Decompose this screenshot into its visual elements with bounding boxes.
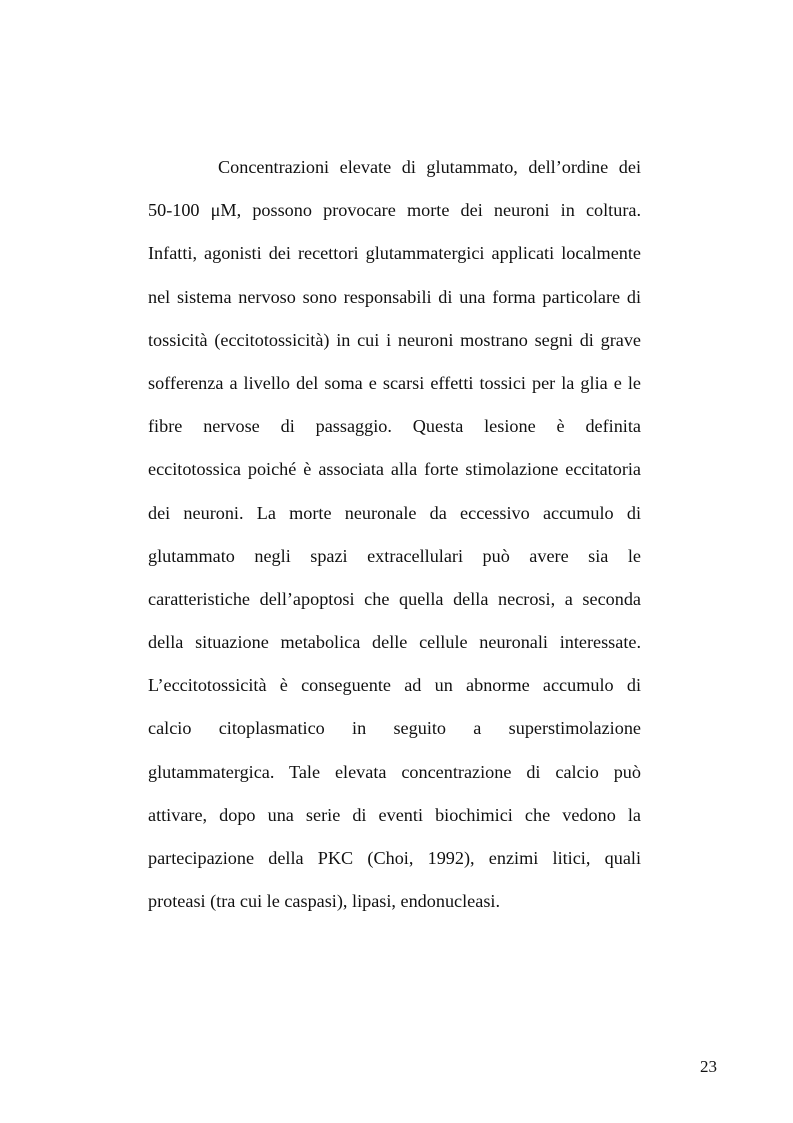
paragraph-line: partecipazione della PKC (Choi, 1992), enzimi litici, quali: [148, 848, 641, 868]
paragraph-line: glutammato negli spazi extracellulari può avere sia le: [148, 545, 641, 566]
paragraph-line: Concentrazioni elevate di glutammato, dell’ordine dei: [218, 157, 641, 177]
page-number: 23: [700, 1057, 717, 1076]
paragraph-line: L’eccitotossicità è conseguente ad un abnorme accumulo di: [148, 675, 641, 696]
paragraph-line: nel sistema nervoso sono responsabili di una forma particolare di: [148, 286, 641, 307]
paragraph-line: attivare, dopo una serie di eventi biochimici che vedono la: [148, 804, 641, 825]
paragraph-line: fibre nervose di passaggio. Questa lesione è definita: [148, 416, 641, 437]
paragraph-line: calcio citoplasmatico in seguito a superstimolazione: [148, 718, 641, 739]
paragraph-line: tossicità (eccitotossicità) in cui i neuroni mostrano segni di grave: [148, 329, 641, 350]
paragraph-line: sofferenza a livello del soma e scarsi effetti tossici per la glia e le: [148, 372, 641, 393]
paragraph-line: 50-100 μM, possono provocare morte dei neuroni in coltura.: [148, 200, 641, 221]
paragraph-line: della situazione metabolica delle cellule neuronali interessate.: [148, 632, 641, 653]
paragraph-line: Infatti, agonisti dei recettori glutammatergici applicati localmente: [148, 243, 641, 264]
paragraph-line: eccitotossica poiché è associata alla forte stimolazione eccitatoria: [148, 459, 641, 480]
paragraph-line: caratteristiche dell’apoptosi che quella della necrosi, a seconda: [148, 588, 641, 609]
body-paragraph: [148, 150, 641, 927]
paragraph-line: proteasi (tra cui le caspasi), lipasi, endonucleasi.: [148, 891, 501, 912]
paragraph-line: glutammatergica. Tale elevata concentrazione di calcio può: [148, 761, 641, 782]
paragraph-line: dei neuroni. La morte neuronale da eccessivo accumulo di: [148, 502, 641, 523]
